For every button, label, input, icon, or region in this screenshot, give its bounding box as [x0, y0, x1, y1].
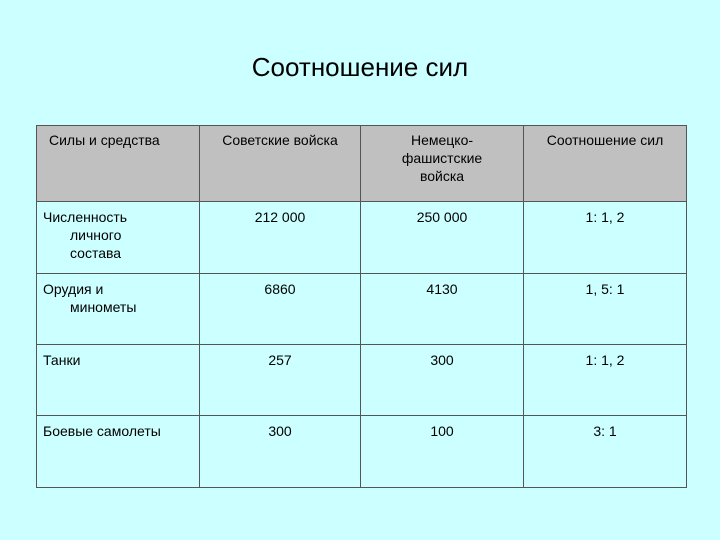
table-row: [37, 345, 687, 416]
german-value: 250 000: [361, 202, 524, 274]
soviet-value: 6860: [200, 274, 361, 345]
row-label: [37, 345, 200, 416]
row-label-line: Танки: [43, 352, 81, 368]
header-forces-and-means: [37, 126, 200, 202]
header-text: Немецко-: [410, 132, 474, 148]
header-text: Советские войска: [222, 132, 338, 148]
soviet-value: 300: [200, 416, 361, 488]
soviet-value: 257: [200, 345, 361, 416]
table-header-row: [37, 126, 687, 202]
german-value: 300: [361, 345, 524, 416]
header-ratio: [524, 126, 687, 202]
table-row: [37, 202, 687, 274]
row-label-line: Орудия и: [43, 281, 104, 297]
german-value: 100: [361, 416, 524, 488]
header-german-troops: [361, 126, 524, 202]
soviet-value: 212 000: [200, 202, 361, 274]
german-value: 4130: [361, 274, 524, 345]
row-label-line: личного: [70, 227, 122, 243]
table-row: [37, 416, 687, 488]
row-label-line: минометы: [70, 299, 137, 315]
table-row: [37, 274, 687, 345]
slide-title: Соотношение сил: [251, 52, 469, 82]
header-text: фашистские: [401, 150, 483, 166]
header-text: Соотношение сил: [546, 132, 664, 148]
header-text: Силы и средства: [49, 132, 160, 148]
row-label-line: состава: [70, 245, 122, 261]
row-label: [37, 416, 200, 488]
row-label-line: Численность: [43, 209, 128, 225]
row-label: [37, 202, 200, 274]
header-soviet-troops: [200, 126, 361, 202]
row-label: [37, 274, 200, 345]
header-text: войска: [419, 168, 465, 184]
ratio-value: 3: 1: [524, 416, 687, 488]
forces-comparison-table: [36, 125, 687, 488]
ratio-value: 1: 1, 2: [524, 202, 687, 274]
ratio-value: 1, 5: 1: [524, 274, 687, 345]
row-label-line: Боевые самолеты: [43, 423, 161, 439]
ratio-value: 1: 1, 2: [524, 345, 687, 416]
